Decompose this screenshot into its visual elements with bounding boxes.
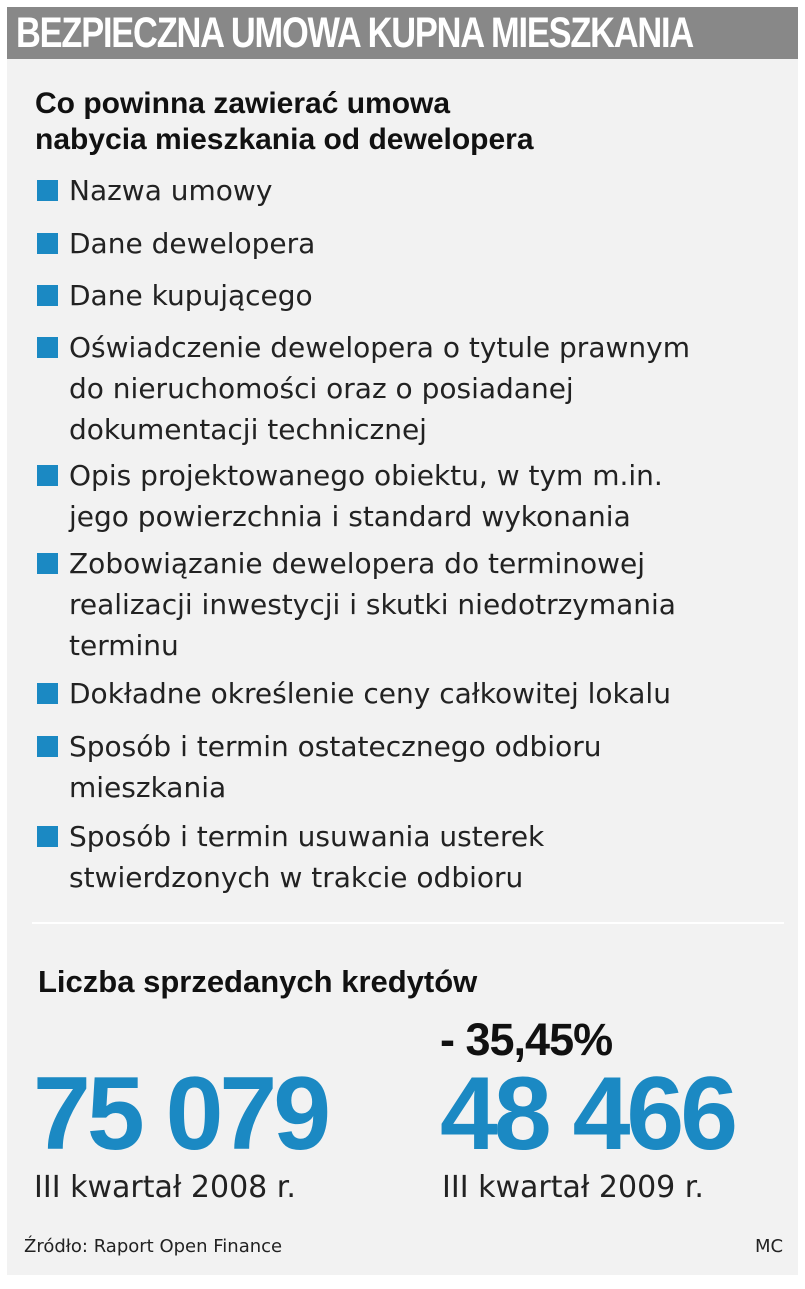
square-bullet-icon <box>37 465 58 486</box>
list-item-line: Dokładne określenie ceny całkowitej lokalu <box>69 677 671 710</box>
credits-value-2009: 48 466 <box>440 1056 735 1172</box>
list-item-line: Dane dewelopera <box>69 227 316 260</box>
period-label-2008: III kwartał 2008 r. <box>34 1170 296 1205</box>
square-bullet-icon <box>37 233 58 254</box>
contract-subtitle-line: Co powinna zawierać umowa <box>35 87 451 120</box>
list-item-line: Sposób i termin usuwania usterek <box>69 820 545 853</box>
contract-subtitle <box>35 86 755 158</box>
list-item-line: Nazwa umowy <box>69 174 273 207</box>
square-bullet-icon <box>37 285 58 306</box>
list-item-line: Oświadczenie dewelopera o tytule prawnym <box>69 331 690 364</box>
list-item-line: terminu <box>69 629 179 662</box>
credits-title: Liczba sprzedanych kredytów <box>38 964 478 999</box>
period-label-2009: III kwartał 2009 r. <box>442 1170 704 1205</box>
contract-subtitle-line: nabycia mieszkania od dewelopera <box>35 123 534 156</box>
square-bullet-icon <box>37 337 58 358</box>
section-divider <box>32 922 784 924</box>
list-item-line: stwierdzonych w trakcie odbioru <box>69 861 524 894</box>
square-bullet-icon <box>37 180 58 201</box>
list-item-line: realizacji inwestycji i skutki niedotrzymania <box>69 588 676 621</box>
page-title: BEZPIECZNA UMOWA KUPNA MIESZKANIA <box>16 8 694 57</box>
square-bullet-icon <box>37 736 58 757</box>
list-item-line: mieszkania <box>69 771 227 804</box>
list-item-line: Zobowiązanie dewelopera do terminowej <box>69 547 646 580</box>
list-item-line: Sposób i termin ostatecznego odbioru <box>69 730 602 763</box>
list-item-line: do nieruchomości oraz o posiadanej <box>69 372 574 405</box>
list-item-line: Opis projektowanego obiektu, w tym m.in. <box>69 459 663 492</box>
header-banner <box>7 7 798 59</box>
list-item-line: jego powierzchnia i standard wykonania <box>69 500 631 533</box>
list-item-line: Dane kupującego <box>69 279 313 312</box>
source-note: Źródło: Raport Open Finance <box>24 1236 283 1257</box>
percent-change: - 35,45% <box>440 1014 613 1065</box>
credits-value-2008: 75 079 <box>33 1056 328 1172</box>
square-bullet-icon <box>37 826 58 847</box>
square-bullet-icon <box>37 553 58 574</box>
author-initials: MC <box>755 1236 784 1257</box>
square-bullet-icon <box>37 683 58 704</box>
list-item-line: dokumentacji technicznej <box>69 413 427 446</box>
